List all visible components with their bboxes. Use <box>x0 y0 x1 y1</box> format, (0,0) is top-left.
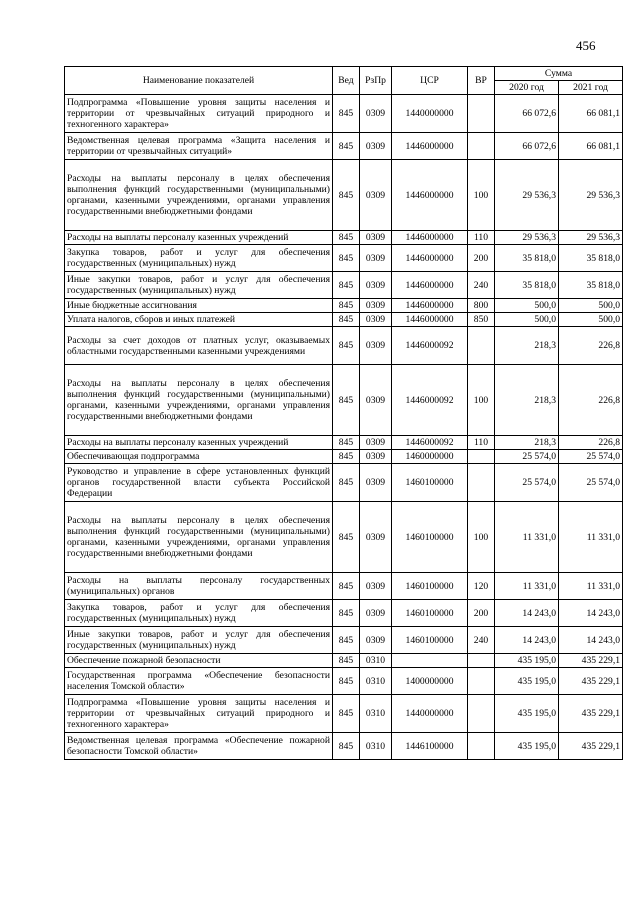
row-rzpr: 0309 <box>360 160 392 231</box>
row-csr: 1460100000 <box>392 502 468 573</box>
table-row <box>65 450 623 464</box>
row-name: Ведомственная целевая программа «Защита населения и территории от чрезвычайных ситуаций» <box>65 133 333 160</box>
row-rzpr: 0309 <box>360 436 392 450</box>
row-sum-2021: 25 574,0 <box>559 450 623 464</box>
header-year-2020: 2020 год <box>495 81 559 95</box>
budget-table <box>64 66 623 760</box>
row-sum-2020: 500,0 <box>495 313 559 327</box>
row-vr: 850 <box>468 313 495 327</box>
row-rzpr: 0309 <box>360 627 392 654</box>
row-rzpr: 0309 <box>360 313 392 327</box>
row-vr <box>468 695 495 733</box>
row-sum-2021: 11 331,0 <box>559 502 623 573</box>
row-ved: 845 <box>333 133 360 160</box>
table-row <box>65 299 623 313</box>
row-sum-2021: 435 229,1 <box>559 733 623 760</box>
row-vr: 100 <box>468 502 495 573</box>
row-csr: 1446100000 <box>392 733 468 760</box>
row-sum-2020: 35 818,0 <box>495 272 559 299</box>
table-row <box>65 327 623 365</box>
row-name: Расходы на выплаты персоналу казенных учреждений <box>65 231 333 245</box>
header-csr: ЦСР <box>392 67 468 95</box>
row-sum-2021: 226,8 <box>559 436 623 450</box>
row-name: Государственная программа «Обеспечение безопасности населения Томской области» <box>65 668 333 695</box>
row-name: Расходы на выплаты персоналу в целях обеспечения выполнения функций государственными (муниципальными) органами, казенными учреждениями, органами управления государственными внебюджетными фондами <box>65 365 333 436</box>
row-name: Расходы на выплаты персоналу государственных (муниципальных) органов <box>65 573 333 600</box>
row-name: Расходы на выплаты персоналу в целях обеспечения выполнения функций государственными (муниципальными) органами, казенными учреждениями, органами управления государственными внебюджетными фондами <box>65 160 333 231</box>
row-rzpr: 0310 <box>360 695 392 733</box>
row-ved: 845 <box>333 95 360 133</box>
row-ved: 845 <box>333 695 360 733</box>
row-sum-2020: 29 536,3 <box>495 160 559 231</box>
row-csr: 1446000000 <box>392 313 468 327</box>
table-row <box>65 436 623 450</box>
row-ved: 845 <box>333 231 360 245</box>
row-vr <box>468 450 495 464</box>
row-csr: 1446000092 <box>392 365 468 436</box>
row-sum-2020: 25 574,0 <box>495 450 559 464</box>
row-ved: 845 <box>333 627 360 654</box>
row-name: Ведомственная целевая программа «Обеспечение пожарной безопасности Томской области» <box>65 733 333 760</box>
row-name: Руководство и управление в сфере установленных функций органов государственной власти субъекта Российской Федерации <box>65 464 333 502</box>
row-rzpr: 0309 <box>360 327 392 365</box>
row-sum-2020: 14 243,0 <box>495 627 559 654</box>
row-ved: 845 <box>333 464 360 502</box>
row-sum-2021: 66 081,1 <box>559 133 623 160</box>
row-rzpr: 0309 <box>360 365 392 436</box>
row-csr <box>392 654 468 668</box>
row-rzpr: 0309 <box>360 450 392 464</box>
row-csr: 1440000000 <box>392 95 468 133</box>
table-row <box>65 231 623 245</box>
row-name: Обеспечивающая подпрограмма <box>65 450 333 464</box>
row-vr <box>468 133 495 160</box>
table-row <box>65 695 623 733</box>
row-sum-2020: 29 536,3 <box>495 231 559 245</box>
row-ved: 845 <box>333 327 360 365</box>
row-sum-2021: 500,0 <box>559 299 623 313</box>
table-row <box>65 365 623 436</box>
table-row <box>65 464 623 502</box>
row-sum-2020: 435 195,0 <box>495 733 559 760</box>
row-sum-2020: 66 072,6 <box>495 133 559 160</box>
table-row <box>65 245 623 272</box>
row-ved: 845 <box>333 245 360 272</box>
row-csr: 1460100000 <box>392 627 468 654</box>
row-ved: 845 <box>333 272 360 299</box>
row-name: Закупка товаров, работ и услуг для обеспечения государственных (муниципальных) нужд <box>65 245 333 272</box>
row-rzpr: 0309 <box>360 600 392 627</box>
table-row <box>65 95 623 133</box>
row-sum-2021: 226,8 <box>559 365 623 436</box>
row-vr <box>468 464 495 502</box>
table-row <box>65 160 623 231</box>
header-vr: ВР <box>468 67 495 95</box>
row-sum-2020: 11 331,0 <box>495 573 559 600</box>
row-vr: 110 <box>468 436 495 450</box>
row-vr <box>468 654 495 668</box>
table-row <box>65 502 623 573</box>
row-name: Расходы на выплаты персоналу казенных учреждений <box>65 436 333 450</box>
row-ved: 845 <box>333 733 360 760</box>
header-sum: Сумма <box>495 67 623 81</box>
row-ved: 845 <box>333 573 360 600</box>
row-csr: 1446000000 <box>392 299 468 313</box>
row-vr <box>468 733 495 760</box>
row-sum-2020: 218,3 <box>495 365 559 436</box>
row-ved: 845 <box>333 654 360 668</box>
row-sum-2020: 435 195,0 <box>495 668 559 695</box>
row-ved: 845 <box>333 502 360 573</box>
row-name: Расходы на выплаты персоналу в целях обеспечения выполнения функций государственными (муниципальными) органами, казенными учреждениями, органами управления государственными внебюджетными фондами <box>65 502 333 573</box>
row-rzpr: 0309 <box>360 245 392 272</box>
row-vr: 100 <box>468 365 495 436</box>
row-csr: 1460100000 <box>392 600 468 627</box>
row-ved: 845 <box>333 668 360 695</box>
row-name: Иные закупки товаров, работ и услуг для обеспечения государственных (муниципальных) нужд <box>65 272 333 299</box>
row-csr: 1460000000 <box>392 450 468 464</box>
row-name: Иные бюджетные ассигнования <box>65 299 333 313</box>
row-sum-2020: 218,3 <box>495 436 559 450</box>
row-ved: 845 <box>333 436 360 450</box>
row-name: Иные закупки товаров, работ и услуг для обеспечения государственных (муниципальных) нужд <box>65 627 333 654</box>
row-csr: 1446000000 <box>392 160 468 231</box>
row-sum-2021: 435 229,1 <box>559 695 623 733</box>
row-rzpr: 0309 <box>360 502 392 573</box>
row-rzpr: 0309 <box>360 299 392 313</box>
row-vr: 200 <box>468 600 495 627</box>
row-sum-2021: 435 229,1 <box>559 654 623 668</box>
row-sum-2020: 500,0 <box>495 299 559 313</box>
row-vr <box>468 668 495 695</box>
row-csr: 1446000092 <box>392 436 468 450</box>
table-row <box>65 313 623 327</box>
table-row <box>65 272 623 299</box>
row-rzpr: 0309 <box>360 133 392 160</box>
row-name: Обеспечение пожарной безопасности <box>65 654 333 668</box>
row-sum-2021: 14 243,0 <box>559 600 623 627</box>
header-year-2021: 2021 год <box>559 81 623 95</box>
row-name: Закупка товаров, работ и услуг для обеспечения государственных (муниципальных) нужд <box>65 600 333 627</box>
row-rzpr: 0309 <box>360 573 392 600</box>
row-rzpr: 0309 <box>360 95 392 133</box>
header-rzpr: РзПр <box>360 67 392 95</box>
page-number: 456 <box>576 38 596 53</box>
row-csr: 1446000000 <box>392 231 468 245</box>
header-ved: Вед <box>333 67 360 95</box>
row-vr <box>468 327 495 365</box>
header-name: Наименование показателей <box>65 67 333 95</box>
row-ved: 845 <box>333 313 360 327</box>
row-sum-2020: 25 574,0 <box>495 464 559 502</box>
row-ved: 845 <box>333 299 360 313</box>
table-row <box>65 627 623 654</box>
row-rzpr: 0310 <box>360 733 392 760</box>
row-name: Подпрограмма «Повышение уровня защиты населения и территории от чрезвычайных ситуаций природного и техногенного характера» <box>65 695 333 733</box>
row-name: Уплата налогов, сборов и иных платежей <box>65 313 333 327</box>
table-row <box>65 733 623 760</box>
row-sum-2020: 435 195,0 <box>495 654 559 668</box>
row-csr: 1440000000 <box>392 695 468 733</box>
row-sum-2020: 35 818,0 <box>495 245 559 272</box>
row-sum-2020: 66 072,6 <box>495 95 559 133</box>
table-row <box>65 573 623 600</box>
row-ved: 845 <box>333 450 360 464</box>
row-vr: 200 <box>468 245 495 272</box>
row-ved: 845 <box>333 600 360 627</box>
row-sum-2021: 66 081,1 <box>559 95 623 133</box>
row-sum-2021: 226,8 <box>559 327 623 365</box>
row-vr: 800 <box>468 299 495 313</box>
row-sum-2021: 35 818,0 <box>559 245 623 272</box>
row-sum-2021: 29 536,3 <box>559 231 623 245</box>
row-sum-2021: 25 574,0 <box>559 464 623 502</box>
row-name: Подпрограмма «Повышение уровня защиты населения и территории от чрезвычайных ситуаций природного и техногенного характера» <box>65 95 333 133</box>
row-sum-2021: 14 243,0 <box>559 627 623 654</box>
row-csr: 1460100000 <box>392 573 468 600</box>
row-rzpr: 0310 <box>360 654 392 668</box>
row-csr: 1400000000 <box>392 668 468 695</box>
row-csr: 1446000000 <box>392 272 468 299</box>
row-sum-2021: 29 536,3 <box>559 160 623 231</box>
row-sum-2021: 11 331,0 <box>559 573 623 600</box>
row-sum-2021: 435 229,1 <box>559 668 623 695</box>
row-rzpr: 0309 <box>360 272 392 299</box>
row-csr: 1446000000 <box>392 245 468 272</box>
table-row <box>65 654 623 668</box>
table-row <box>65 668 623 695</box>
row-sum-2020: 11 331,0 <box>495 502 559 573</box>
row-rzpr: 0309 <box>360 464 392 502</box>
row-sum-2020: 218,3 <box>495 327 559 365</box>
row-sum-2021: 500,0 <box>559 313 623 327</box>
row-ved: 845 <box>333 160 360 231</box>
row-csr: 1460100000 <box>392 464 468 502</box>
row-vr: 240 <box>468 627 495 654</box>
row-csr: 1446000092 <box>392 327 468 365</box>
row-rzpr: 0309 <box>360 231 392 245</box>
row-vr: 120 <box>468 573 495 600</box>
row-vr: 110 <box>468 231 495 245</box>
table-row <box>65 133 623 160</box>
row-sum-2021: 35 818,0 <box>559 272 623 299</box>
table-row <box>65 600 623 627</box>
row-sum-2020: 14 243,0 <box>495 600 559 627</box>
row-csr: 1446000000 <box>392 133 468 160</box>
row-sum-2020: 435 195,0 <box>495 695 559 733</box>
row-vr: 240 <box>468 272 495 299</box>
row-vr <box>468 95 495 133</box>
row-name: Расходы за счет доходов от платных услуг, оказываемых областными государственными казенными учреждениями <box>65 327 333 365</box>
row-vr: 100 <box>468 160 495 231</box>
row-rzpr: 0310 <box>360 668 392 695</box>
row-ved: 845 <box>333 365 360 436</box>
table-body <box>65 95 623 760</box>
